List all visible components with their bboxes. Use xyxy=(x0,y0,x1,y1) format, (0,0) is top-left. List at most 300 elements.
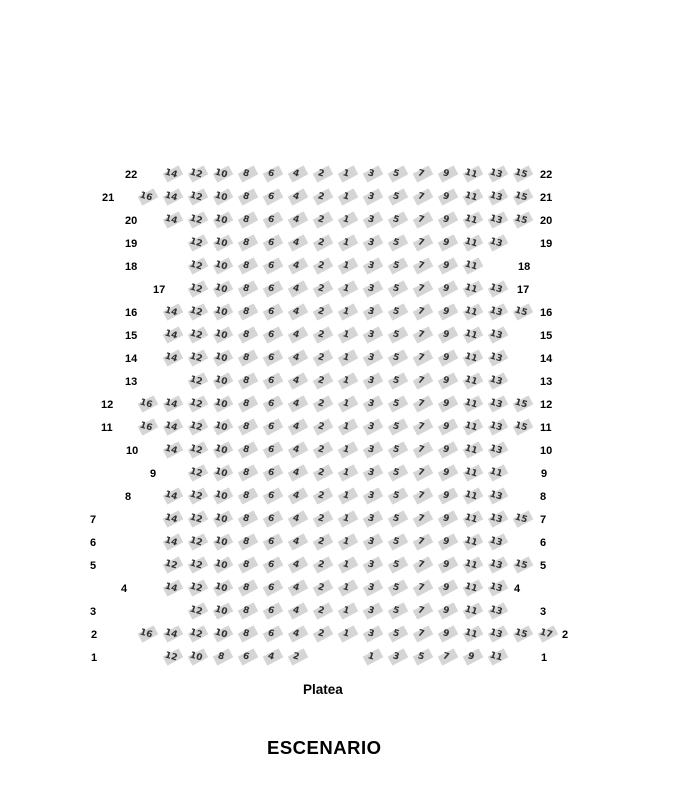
seat[interactable] xyxy=(410,237,434,253)
seat[interactable] xyxy=(210,536,234,552)
seat[interactable] xyxy=(485,605,509,621)
seat[interactable] xyxy=(485,283,509,299)
seat[interactable] xyxy=(310,559,334,575)
seat[interactable] xyxy=(185,398,209,414)
seat[interactable] xyxy=(260,398,284,414)
seat[interactable] xyxy=(235,214,259,230)
seat[interactable] xyxy=(335,467,359,483)
seat[interactable] xyxy=(460,329,484,345)
seat[interactable] xyxy=(260,237,284,253)
seat[interactable] xyxy=(460,651,484,667)
seat[interactable] xyxy=(310,628,334,644)
seat[interactable] xyxy=(210,582,234,598)
seat[interactable] xyxy=(460,490,484,506)
seat[interactable] xyxy=(235,628,259,644)
seat[interactable] xyxy=(260,283,284,299)
seat[interactable] xyxy=(435,605,459,621)
seat[interactable] xyxy=(435,559,459,575)
seat[interactable] xyxy=(460,605,484,621)
seat[interactable] xyxy=(285,214,309,230)
seat[interactable] xyxy=(360,260,384,276)
seat[interactable] xyxy=(485,398,509,414)
seat[interactable] xyxy=(260,582,284,598)
seat[interactable] xyxy=(335,628,359,644)
seat[interactable] xyxy=(460,421,484,437)
seat[interactable] xyxy=(410,559,434,575)
seat[interactable] xyxy=(210,329,234,345)
seat[interactable] xyxy=(210,168,234,184)
seat[interactable] xyxy=(260,605,284,621)
seat[interactable] xyxy=(285,513,309,529)
seat[interactable] xyxy=(435,490,459,506)
seat[interactable] xyxy=(410,375,434,391)
seat[interactable] xyxy=(185,214,209,230)
seat[interactable] xyxy=(335,536,359,552)
seat[interactable] xyxy=(335,490,359,506)
seat[interactable] xyxy=(160,306,184,322)
seat[interactable] xyxy=(410,191,434,207)
seat[interactable] xyxy=(310,605,334,621)
seat[interactable] xyxy=(285,168,309,184)
seat[interactable] xyxy=(410,306,434,322)
seat[interactable] xyxy=(260,306,284,322)
seat[interactable] xyxy=(360,628,384,644)
seat[interactable] xyxy=(310,582,334,598)
seat[interactable] xyxy=(360,306,384,322)
seat[interactable] xyxy=(435,628,459,644)
seat[interactable] xyxy=(235,168,259,184)
seat[interactable] xyxy=(210,260,234,276)
seat[interactable] xyxy=(385,283,409,299)
seat[interactable] xyxy=(285,375,309,391)
seat[interactable] xyxy=(410,329,434,345)
seat[interactable] xyxy=(235,283,259,299)
seat[interactable] xyxy=(335,352,359,368)
seat[interactable] xyxy=(235,467,259,483)
seat[interactable] xyxy=(260,352,284,368)
seat[interactable] xyxy=(185,329,209,345)
seat[interactable] xyxy=(460,260,484,276)
seat[interactable] xyxy=(510,421,534,437)
seat[interactable] xyxy=(235,260,259,276)
seat[interactable] xyxy=(335,582,359,598)
seat[interactable] xyxy=(385,237,409,253)
seat[interactable] xyxy=(285,306,309,322)
seat[interactable] xyxy=(185,513,209,529)
seat[interactable] xyxy=(435,375,459,391)
seat[interactable] xyxy=(185,191,209,207)
seat[interactable] xyxy=(260,444,284,460)
seat[interactable] xyxy=(385,191,409,207)
seat[interactable] xyxy=(435,421,459,437)
seat[interactable] xyxy=(385,421,409,437)
seat[interactable] xyxy=(335,513,359,529)
seat[interactable] xyxy=(360,237,384,253)
seat[interactable] xyxy=(285,651,309,667)
seat[interactable] xyxy=(385,168,409,184)
seat[interactable] xyxy=(210,306,234,322)
seat[interactable] xyxy=(260,214,284,230)
seat[interactable] xyxy=(460,582,484,598)
seat[interactable] xyxy=(235,536,259,552)
seat[interactable] xyxy=(210,352,234,368)
seat[interactable] xyxy=(435,214,459,230)
seat[interactable] xyxy=(410,628,434,644)
seat[interactable] xyxy=(210,651,234,667)
seat[interactable] xyxy=(160,444,184,460)
seat[interactable] xyxy=(385,214,409,230)
seat[interactable] xyxy=(260,191,284,207)
seat[interactable] xyxy=(385,605,409,621)
seat[interactable] xyxy=(185,237,209,253)
seat[interactable] xyxy=(385,306,409,322)
seat[interactable] xyxy=(185,283,209,299)
seat[interactable] xyxy=(235,191,259,207)
seat[interactable] xyxy=(285,467,309,483)
seat[interactable] xyxy=(385,375,409,391)
seat[interactable] xyxy=(260,168,284,184)
seat[interactable] xyxy=(360,352,384,368)
seat[interactable] xyxy=(385,582,409,598)
seat[interactable] xyxy=(360,283,384,299)
seat[interactable] xyxy=(160,191,184,207)
seat[interactable] xyxy=(210,237,234,253)
seat[interactable] xyxy=(510,168,534,184)
seat[interactable] xyxy=(435,651,459,667)
seat[interactable] xyxy=(185,260,209,276)
seat[interactable] xyxy=(160,651,184,667)
seat[interactable] xyxy=(210,283,234,299)
seat[interactable] xyxy=(510,306,534,322)
seat[interactable] xyxy=(460,467,484,483)
seat[interactable] xyxy=(185,375,209,391)
seat[interactable] xyxy=(360,375,384,391)
seat[interactable] xyxy=(485,237,509,253)
seat[interactable] xyxy=(210,628,234,644)
seat[interactable] xyxy=(410,260,434,276)
seat[interactable] xyxy=(310,168,334,184)
seat[interactable] xyxy=(435,536,459,552)
seat[interactable] xyxy=(485,444,509,460)
seat[interactable] xyxy=(235,421,259,437)
seat[interactable] xyxy=(435,444,459,460)
seat[interactable] xyxy=(310,444,334,460)
seat[interactable] xyxy=(285,191,309,207)
seat[interactable] xyxy=(335,559,359,575)
seat[interactable] xyxy=(210,605,234,621)
seat[interactable] xyxy=(485,352,509,368)
seat[interactable] xyxy=(335,191,359,207)
seat[interactable] xyxy=(435,237,459,253)
seat[interactable] xyxy=(460,444,484,460)
seat[interactable] xyxy=(435,398,459,414)
seat[interactable] xyxy=(310,214,334,230)
seat[interactable] xyxy=(435,260,459,276)
seat[interactable] xyxy=(210,375,234,391)
seat[interactable] xyxy=(385,260,409,276)
seat[interactable] xyxy=(185,168,209,184)
seat[interactable] xyxy=(310,352,334,368)
seat[interactable] xyxy=(285,628,309,644)
seat[interactable] xyxy=(285,398,309,414)
seat[interactable] xyxy=(510,628,534,644)
seat[interactable] xyxy=(185,582,209,598)
seat[interactable] xyxy=(310,283,334,299)
seat[interactable] xyxy=(310,467,334,483)
seat[interactable] xyxy=(435,329,459,345)
seat[interactable] xyxy=(410,490,434,506)
seat[interactable] xyxy=(460,398,484,414)
seat[interactable] xyxy=(310,306,334,322)
seat[interactable] xyxy=(335,214,359,230)
seat[interactable] xyxy=(260,651,284,667)
seat[interactable] xyxy=(360,513,384,529)
seat[interactable] xyxy=(410,283,434,299)
seat[interactable] xyxy=(285,329,309,345)
seat[interactable] xyxy=(435,168,459,184)
seat[interactable] xyxy=(460,168,484,184)
seat[interactable] xyxy=(460,352,484,368)
seat[interactable] xyxy=(185,559,209,575)
seat[interactable] xyxy=(435,306,459,322)
seat[interactable] xyxy=(260,375,284,391)
seat[interactable] xyxy=(235,490,259,506)
seat[interactable] xyxy=(260,559,284,575)
seat[interactable] xyxy=(335,283,359,299)
seat[interactable] xyxy=(485,214,509,230)
seat[interactable] xyxy=(485,559,509,575)
seat[interactable] xyxy=(185,628,209,644)
seat[interactable] xyxy=(410,352,434,368)
seat[interactable] xyxy=(510,513,534,529)
seat[interactable] xyxy=(260,536,284,552)
seat[interactable] xyxy=(160,490,184,506)
seat[interactable] xyxy=(310,237,334,253)
seat[interactable] xyxy=(335,375,359,391)
seat[interactable] xyxy=(335,237,359,253)
seat[interactable] xyxy=(435,582,459,598)
seat[interactable] xyxy=(385,651,409,667)
seat[interactable] xyxy=(510,559,534,575)
seat[interactable] xyxy=(435,283,459,299)
seat[interactable] xyxy=(260,628,284,644)
seat[interactable] xyxy=(360,191,384,207)
seat[interactable] xyxy=(160,582,184,598)
seat[interactable] xyxy=(485,329,509,345)
seat[interactable] xyxy=(160,398,184,414)
seat[interactable] xyxy=(335,421,359,437)
seat[interactable] xyxy=(435,191,459,207)
seat[interactable] xyxy=(410,513,434,529)
seat[interactable] xyxy=(385,559,409,575)
seat[interactable] xyxy=(285,582,309,598)
seat[interactable] xyxy=(260,421,284,437)
seat[interactable] xyxy=(410,421,434,437)
seat[interactable] xyxy=(210,191,234,207)
seat[interactable] xyxy=(485,651,509,667)
seat[interactable] xyxy=(335,444,359,460)
seat[interactable] xyxy=(385,513,409,529)
seat[interactable] xyxy=(310,191,334,207)
seat[interactable] xyxy=(210,398,234,414)
seat[interactable] xyxy=(360,444,384,460)
seat[interactable] xyxy=(410,651,434,667)
seat[interactable] xyxy=(260,513,284,529)
seat[interactable] xyxy=(160,329,184,345)
seat[interactable] xyxy=(160,628,184,644)
seat[interactable] xyxy=(485,490,509,506)
seat[interactable] xyxy=(460,214,484,230)
seat[interactable] xyxy=(235,306,259,322)
seat[interactable] xyxy=(310,329,334,345)
seat[interactable] xyxy=(310,513,334,529)
seat[interactable] xyxy=(235,582,259,598)
seat[interactable] xyxy=(160,214,184,230)
seat[interactable] xyxy=(385,398,409,414)
seat[interactable] xyxy=(435,513,459,529)
seat[interactable] xyxy=(210,490,234,506)
seat[interactable] xyxy=(285,536,309,552)
seat[interactable] xyxy=(410,467,434,483)
seat[interactable] xyxy=(485,306,509,322)
seat[interactable] xyxy=(385,467,409,483)
seat[interactable] xyxy=(135,421,159,437)
seat[interactable] xyxy=(310,421,334,437)
seat[interactable] xyxy=(485,536,509,552)
seat[interactable] xyxy=(235,398,259,414)
seat[interactable] xyxy=(485,467,509,483)
seat[interactable] xyxy=(285,490,309,506)
seat[interactable] xyxy=(360,536,384,552)
seat[interactable] xyxy=(360,582,384,598)
seat[interactable] xyxy=(460,283,484,299)
seat[interactable] xyxy=(235,513,259,529)
seat[interactable] xyxy=(185,467,209,483)
seat[interactable] xyxy=(385,352,409,368)
seat[interactable] xyxy=(410,536,434,552)
seat[interactable] xyxy=(435,467,459,483)
seat[interactable] xyxy=(485,191,509,207)
seat[interactable] xyxy=(335,398,359,414)
seat[interactable] xyxy=(360,421,384,437)
seat[interactable] xyxy=(385,536,409,552)
seat[interactable] xyxy=(460,191,484,207)
seat[interactable] xyxy=(260,490,284,506)
seat[interactable] xyxy=(210,214,234,230)
seat[interactable] xyxy=(310,375,334,391)
seat[interactable] xyxy=(235,237,259,253)
seat[interactable] xyxy=(335,168,359,184)
seat[interactable] xyxy=(360,559,384,575)
seat[interactable] xyxy=(285,237,309,253)
seat[interactable] xyxy=(185,444,209,460)
seat[interactable] xyxy=(285,260,309,276)
seat[interactable] xyxy=(235,559,259,575)
seat[interactable] xyxy=(285,352,309,368)
seat[interactable] xyxy=(235,605,259,621)
seat[interactable] xyxy=(485,375,509,391)
seat[interactable] xyxy=(335,260,359,276)
seat[interactable] xyxy=(485,168,509,184)
seat[interactable] xyxy=(310,260,334,276)
seat[interactable] xyxy=(210,513,234,529)
seat[interactable] xyxy=(460,628,484,644)
seat[interactable] xyxy=(185,651,209,667)
seat[interactable] xyxy=(510,214,534,230)
seat[interactable] xyxy=(460,536,484,552)
seat[interactable] xyxy=(185,536,209,552)
seat[interactable] xyxy=(185,605,209,621)
seat[interactable] xyxy=(460,513,484,529)
seat[interactable] xyxy=(410,398,434,414)
seat[interactable] xyxy=(385,444,409,460)
seat[interactable] xyxy=(310,490,334,506)
seat[interactable] xyxy=(410,214,434,230)
seat[interactable] xyxy=(460,237,484,253)
seat[interactable] xyxy=(360,168,384,184)
seat[interactable] xyxy=(135,628,159,644)
seat[interactable] xyxy=(385,490,409,506)
seat[interactable] xyxy=(285,444,309,460)
seat[interactable] xyxy=(460,559,484,575)
seat[interactable] xyxy=(510,191,534,207)
seat[interactable] xyxy=(435,352,459,368)
seat[interactable] xyxy=(360,214,384,230)
seat[interactable] xyxy=(160,536,184,552)
seat[interactable] xyxy=(335,329,359,345)
seat[interactable] xyxy=(460,306,484,322)
seat[interactable] xyxy=(285,559,309,575)
seat[interactable] xyxy=(360,651,384,667)
seat[interactable] xyxy=(210,467,234,483)
seat[interactable] xyxy=(185,421,209,437)
seat[interactable] xyxy=(360,467,384,483)
seat[interactable] xyxy=(210,444,234,460)
seat[interactable] xyxy=(210,559,234,575)
seat[interactable] xyxy=(360,329,384,345)
seat[interactable] xyxy=(135,398,159,414)
seat[interactable] xyxy=(160,559,184,575)
seat[interactable] xyxy=(335,605,359,621)
seat[interactable] xyxy=(235,329,259,345)
seat[interactable] xyxy=(485,628,509,644)
seat[interactable] xyxy=(185,306,209,322)
seat[interactable] xyxy=(210,421,234,437)
seat[interactable] xyxy=(510,398,534,414)
seat[interactable] xyxy=(160,513,184,529)
seat[interactable] xyxy=(260,260,284,276)
seat[interactable] xyxy=(235,352,259,368)
seat[interactable] xyxy=(360,490,384,506)
seat[interactable] xyxy=(410,582,434,598)
seat[interactable] xyxy=(360,605,384,621)
seat[interactable] xyxy=(360,398,384,414)
seat[interactable] xyxy=(185,352,209,368)
seat[interactable] xyxy=(135,191,159,207)
seat[interactable] xyxy=(310,398,334,414)
seat[interactable] xyxy=(285,283,309,299)
seat[interactable] xyxy=(485,582,509,598)
seat[interactable] xyxy=(285,421,309,437)
seat[interactable] xyxy=(485,513,509,529)
seat[interactable] xyxy=(485,421,509,437)
seat[interactable] xyxy=(260,467,284,483)
seat[interactable] xyxy=(235,651,259,667)
seat[interactable] xyxy=(235,375,259,391)
seat[interactable] xyxy=(410,605,434,621)
seat[interactable] xyxy=(410,444,434,460)
seat[interactable] xyxy=(410,168,434,184)
